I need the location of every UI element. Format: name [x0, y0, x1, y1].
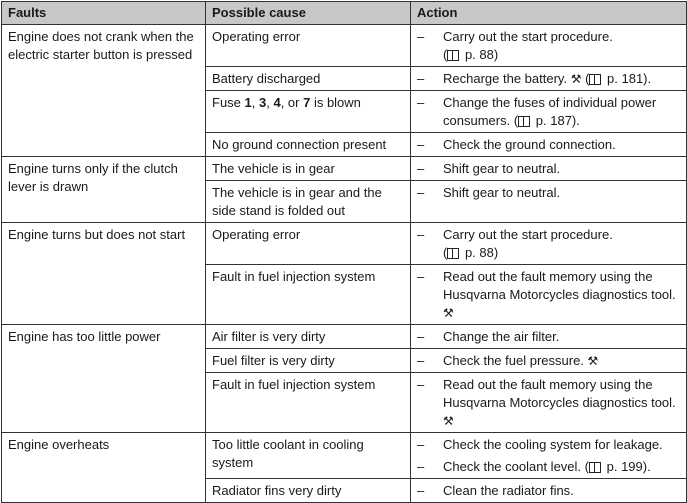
action-text: Check the ground connection. [443, 137, 616, 152]
action-cell [411, 181, 687, 223]
action-cell [411, 91, 687, 133]
action-text: Check the fuel pressure. ⚒ [443, 353, 599, 368]
action-item [417, 28, 680, 64]
book-icon [518, 116, 530, 126]
book-icon [447, 50, 459, 60]
action-item [417, 458, 680, 476]
wrench-icon: ⚒ [570, 72, 582, 86]
action-text: Carry out the start procedure. ( p. 88) [443, 226, 680, 262]
fuse-number: 7 [303, 95, 311, 110]
fuse-number: 1 [244, 95, 252, 110]
header-possible-cause: Possible cause [206, 2, 411, 25]
action-item [417, 160, 680, 178]
action-text: Change the fuses of individual power consumers. ( p. 187). [443, 95, 657, 128]
action-item [417, 376, 680, 430]
action-dash: – [417, 137, 425, 152]
action-dash: – [417, 227, 425, 242]
action-cell [411, 25, 687, 67]
action-text: Change the air filter. [443, 329, 560, 344]
action-item [417, 184, 680, 202]
action-item [417, 136, 680, 154]
cause-cell: The vehicle is in gear and the side stand is folded out [206, 181, 411, 223]
action-text: Recharge the battery. ⚒ ( p. 181). [443, 71, 652, 86]
action-item [417, 482, 680, 500]
book-icon [589, 74, 601, 84]
action-text: Shift gear to neutral. [443, 185, 561, 200]
action-item [417, 328, 680, 346]
action-dash: – [417, 459, 425, 474]
wrench-icon: ⚒ [443, 306, 454, 320]
action-cell [411, 349, 687, 373]
book-icon [589, 462, 601, 472]
action-cell [411, 223, 687, 265]
action-cell [411, 133, 687, 157]
cause-cell: Fuel filter is very dirty [206, 349, 411, 373]
table-row [2, 223, 687, 265]
page-reference[interactable]: ( p. 187) [513, 113, 577, 128]
fuse-number: 4 [273, 95, 281, 110]
cause-cell: Operating error [206, 25, 411, 67]
fault-cell: Engine overheats [2, 433, 206, 503]
action-cell [411, 157, 687, 181]
action-cell [411, 433, 687, 479]
action-text: Check the coolant level. ( p. 199). [443, 459, 651, 474]
action-text: Shift gear to neutral. [443, 161, 561, 176]
cause-cell: Battery discharged [206, 67, 411, 91]
book-icon [447, 248, 459, 258]
action-dash: – [417, 377, 425, 392]
action-text: Check the cooling system for leakage. [443, 437, 663, 452]
troubleshooting-table [1, 1, 687, 503]
cause-cell: Fuse 1, 3, 4, or 7 is blown [206, 91, 411, 133]
action-item [417, 268, 680, 322]
cause-cell: No ground connection present [206, 133, 411, 157]
table-row [2, 25, 687, 67]
action-item [417, 70, 680, 88]
cause-cell: Radiator fins very dirty [206, 479, 411, 503]
fault-cell: Engine turns only if the clutch lever is drawn [2, 157, 206, 223]
header-row [2, 2, 687, 25]
action-item [417, 94, 680, 130]
page-reference[interactable]: ( p. 88) [443, 245, 499, 260]
page-reference[interactable]: ( p. 199) [584, 459, 648, 474]
cause-cell: The vehicle is in gear [206, 157, 411, 181]
action-dash: – [417, 269, 425, 284]
cause-cell: Air filter is very dirty [206, 325, 411, 349]
wrench-icon: ⚒ [443, 414, 454, 428]
cause-cell: Fault in fuel injection system [206, 265, 411, 325]
action-dash: – [417, 329, 425, 344]
action-dash: – [417, 483, 425, 498]
action-cell [411, 325, 687, 349]
cause-cell: Fault in fuel injection system [206, 373, 411, 433]
table-row [2, 157, 687, 181]
action-dash: – [417, 161, 425, 176]
action-dash: – [417, 185, 425, 200]
action-item [417, 226, 680, 262]
cause-cell: Too little coolant in cooling system [206, 433, 411, 479]
action-cell [411, 265, 687, 325]
action-dash: – [417, 95, 425, 110]
page-reference[interactable]: ( p. 88) [443, 47, 499, 62]
action-item [417, 436, 680, 454]
action-item [417, 352, 680, 370]
fuse-number: 3 [258, 95, 267, 110]
page-reference[interactable]: ( p. 181) [585, 71, 648, 86]
action-text: Read out the fault memory using the Husqvarna Motorcycles diagnostics tool. ⚒ [443, 269, 676, 320]
fault-cell: Engine has too little power [2, 325, 206, 433]
action-cell [411, 67, 687, 91]
action-dash: – [417, 71, 425, 86]
action-dash: – [417, 437, 425, 452]
fault-cell: Engine turns but does not start [2, 223, 206, 325]
wrench-icon: ⚒ [587, 354, 599, 368]
cause-cell: Operating error [206, 223, 411, 265]
action-text: Clean the radiator fins. [443, 483, 574, 498]
action-dash: – [417, 353, 425, 368]
action-text: Carry out the start procedure. ( p. 88) [443, 28, 680, 64]
table-row [2, 433, 687, 479]
table-row [2, 325, 687, 349]
header-action: Action [411, 2, 687, 25]
action-text: Read out the fault memory using the Husqvarna Motorcycles diagnostics tool. ⚒ [443, 377, 676, 428]
action-cell [411, 479, 687, 503]
action-dash: – [417, 29, 425, 44]
fault-cell: Engine does not crank when the electric starter button is pressed [2, 25, 206, 157]
action-cell [411, 373, 687, 433]
header-faults: Faults [2, 2, 206, 25]
